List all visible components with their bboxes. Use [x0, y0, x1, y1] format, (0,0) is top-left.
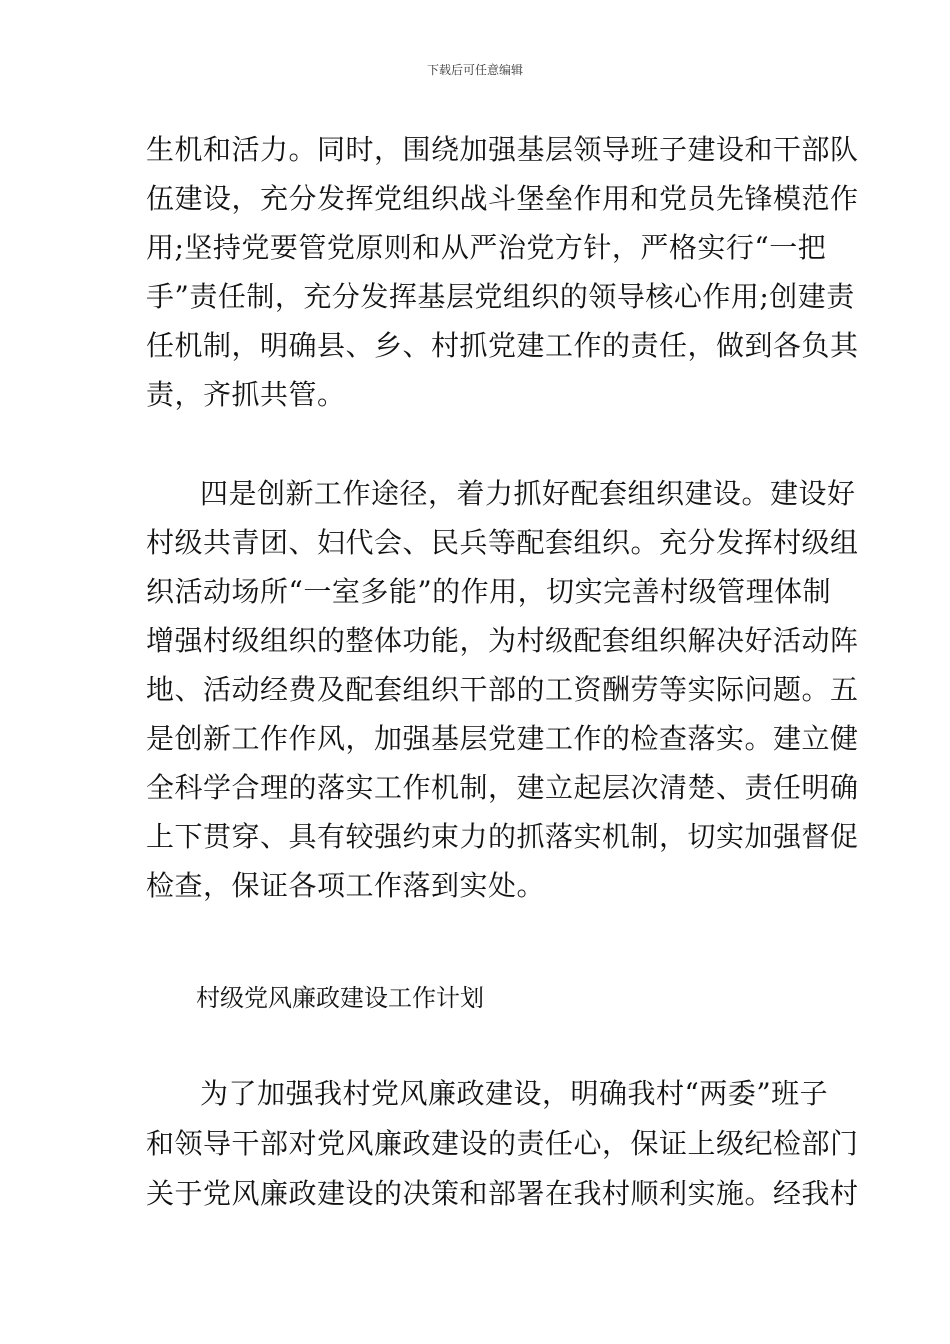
- paragraph-1-line-6: 责，齐抓共管。: [146, 378, 346, 411]
- paragraph-2-line-5: 地、活动经费及配套组织干部的工资酬劳等实际问题。五: [146, 673, 859, 706]
- paragraph-2-line-8: 上下贯穿、具有较强约束力的抓落实机制，切实加强督促: [146, 820, 859, 853]
- paragraph-2-line-1: 四是创新工作途径，着力抓好配套组织建设。建设好: [200, 477, 856, 510]
- paragraph-1-line-4: 手”责任制，充分发挥基层党组织的领导核心作用;创建责: [146, 280, 855, 313]
- paragraph-1-line-5: 任机制，明确县、乡、村抓党建工作的责任，做到各负其: [146, 329, 859, 362]
- section-title: 村级党风廉政建设工作计划: [196, 984, 484, 1012]
- paragraph-3-line-1: 为了加强我村党风廉政建设，明确我村“两委”班子: [200, 1077, 829, 1110]
- paragraph-2-line-9: 检查，保证各项工作落到实处。: [146, 869, 546, 902]
- page-header-note: 下载后可任意编辑: [426, 63, 523, 77]
- paragraph-3-line-3: 关于党风廉政建设的决策和部署在我村顺利实施。经我村: [146, 1177, 859, 1210]
- paragraph-2-line-4: 增强村级组织的整体功能，为村级配套组织解决好活动阵: [146, 624, 859, 657]
- paragraph-2-line-7: 全科学合理的落实工作机制，建立起层次清楚、责任明确: [146, 771, 859, 804]
- paragraph-3-line-2: 和领导干部对党风廉政建设的责任心，保证上级纪检部门: [146, 1127, 859, 1160]
- paragraph-1-line-3: 用;坚持党要管党原则和从严治党方针，严格实行“一把: [146, 231, 827, 264]
- paragraph-2-line-3: 织活动场所“一室多能”的作用，切实完善村级管理体制: [146, 575, 832, 608]
- paragraph-1-line-2: 伍建设，充分发挥党组织战斗堡垒作用和党员先锋模范作: [146, 182, 859, 215]
- paragraph-2-line-6: 是创新工作作风，加强基层党建工作的检查落实。建立健: [146, 722, 859, 755]
- paragraph-2-line-2: 村级共青团、妇代会、民兵等配套组织。充分发挥村级组: [146, 526, 859, 559]
- paragraph-1-line-1: 生机和活力。同时，围绕加强基层领导班子建设和干部队: [146, 133, 859, 166]
